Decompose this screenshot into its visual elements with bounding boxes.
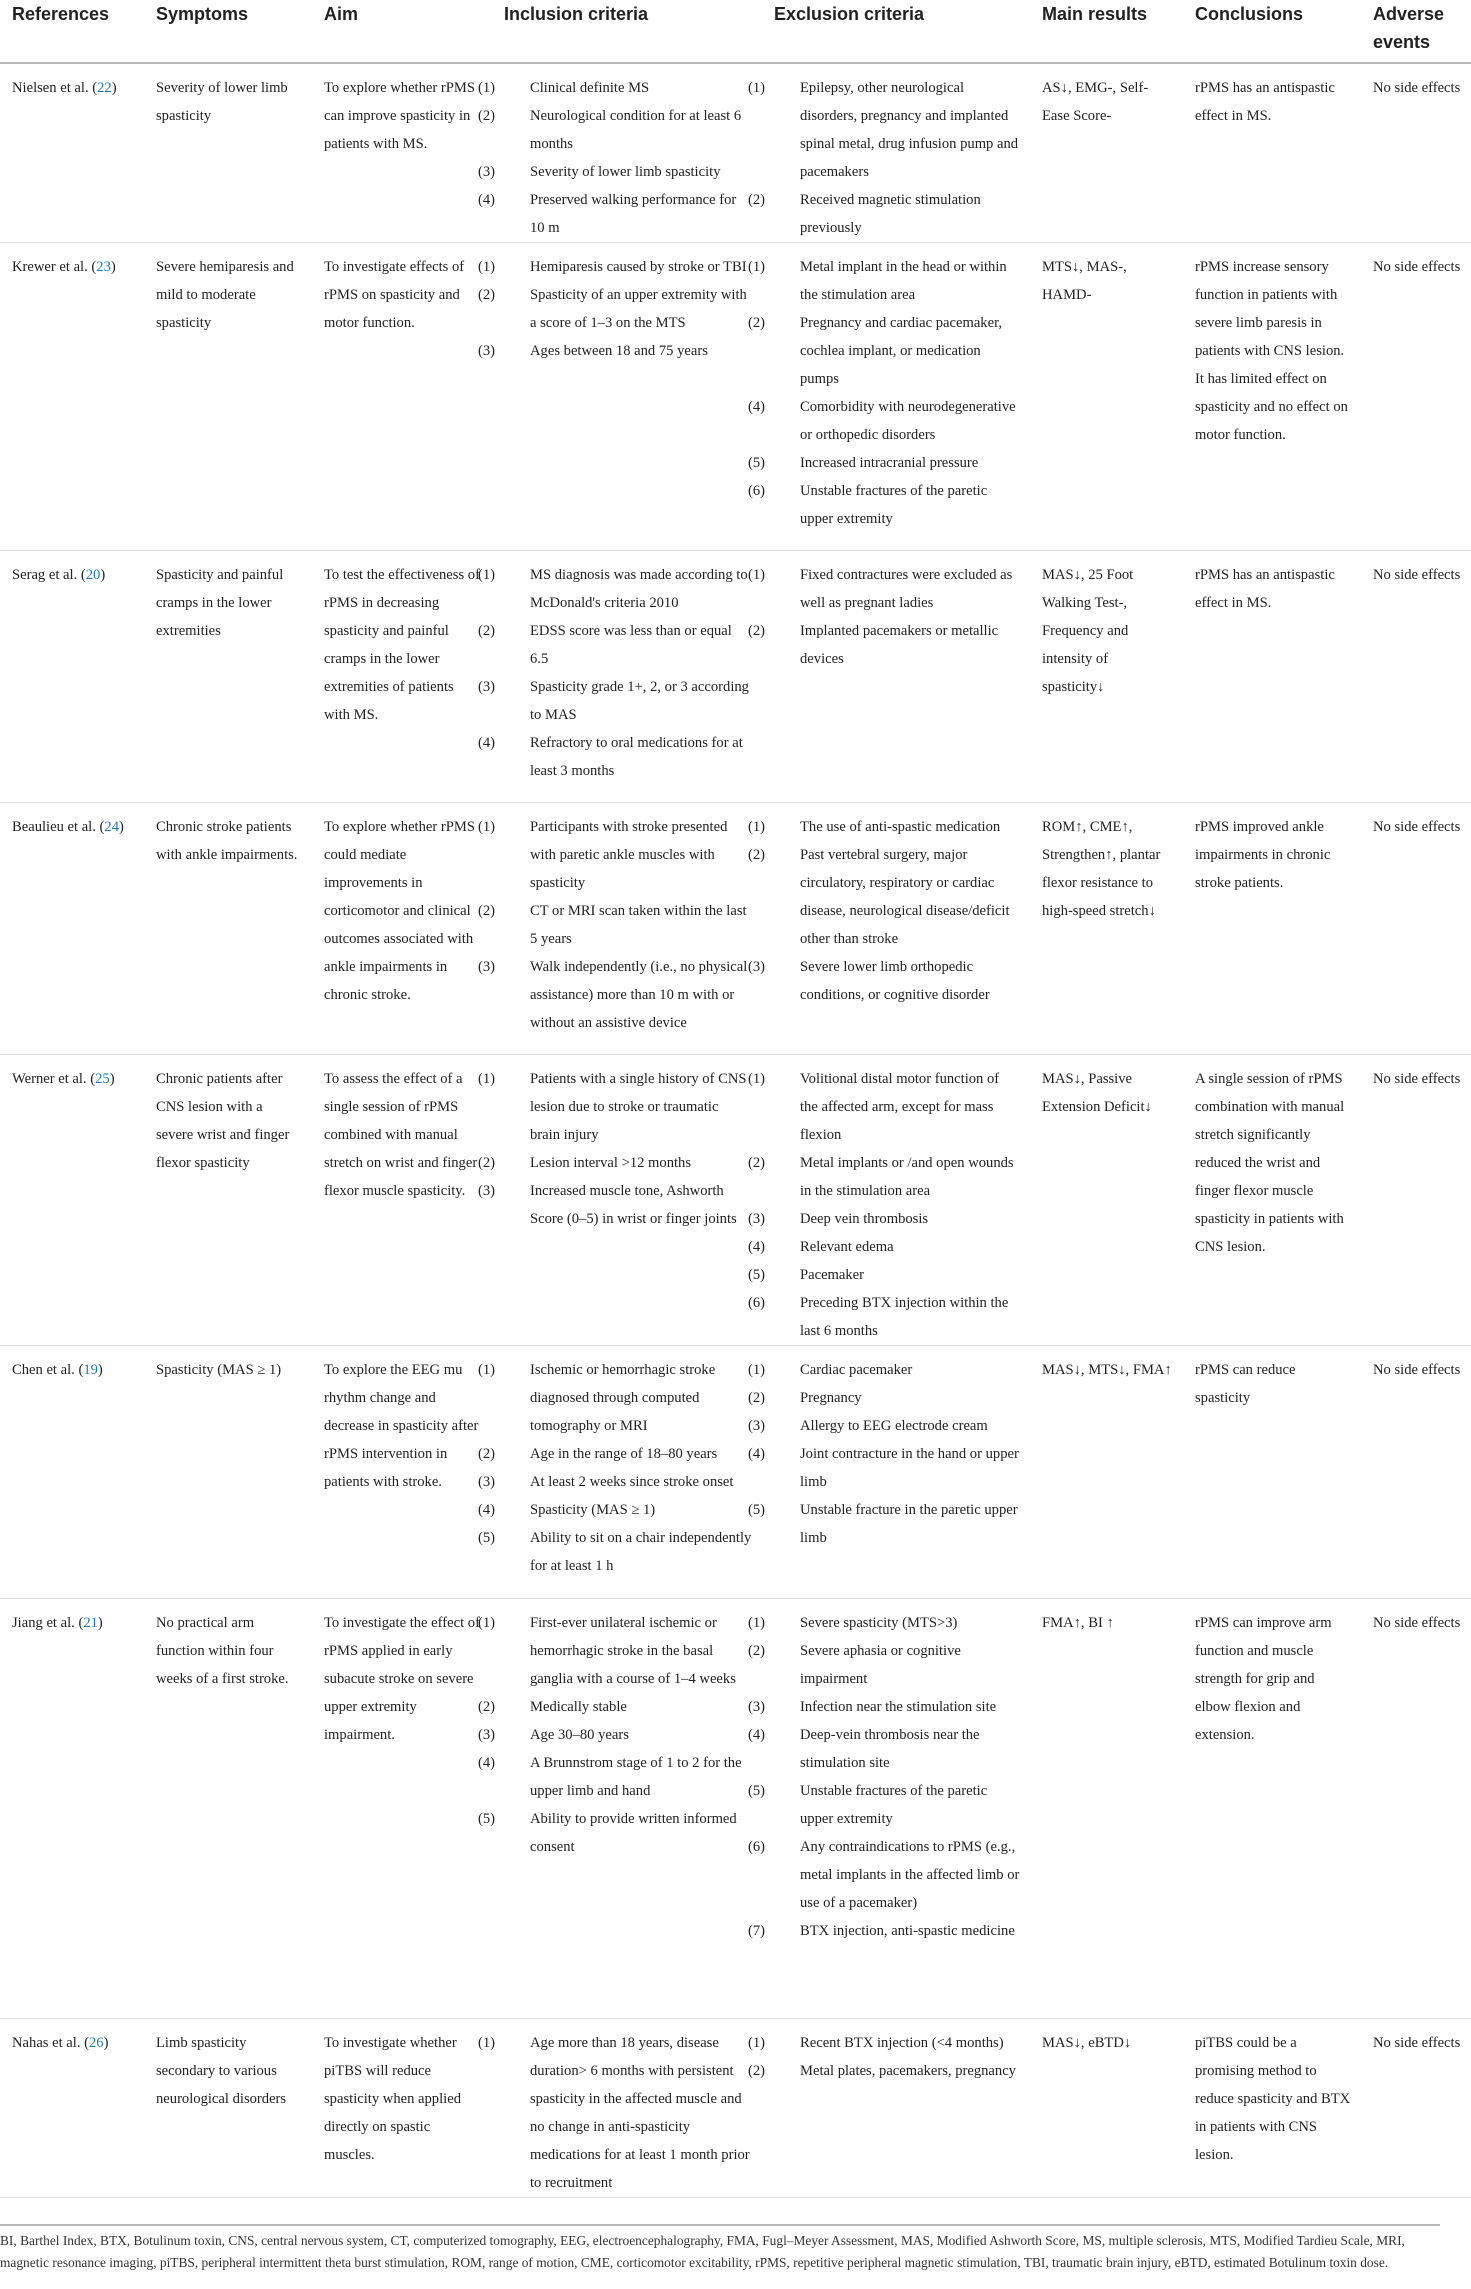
criteria-text: BTX injection, anti-spastic medicine — [800, 1923, 1015, 1939]
citation-link[interactable]: 26 — [89, 2035, 104, 2051]
aim-cell: To explore whether rPMS can improve spasticity in patients with MS. — [324, 80, 475, 152]
criteria-number: (1) — [748, 2035, 766, 2051]
inclusion-cell — [478, 243, 762, 551]
criteria-number: (1) — [748, 567, 766, 583]
aim-cell: To investigate whether piTBS will reduce spasticity when applied directly on spastic muscles. — [324, 2035, 461, 2163]
adverse-events-cell: No side effects — [1373, 1615, 1461, 1631]
reference-cell — [0, 1599, 144, 2019]
criteria-text: MS diagnosis was made according to McDonald's criteria 2010 — [530, 567, 748, 611]
table-footnote: BI, Barthel Index, BTX, Botulinum toxin, CNS, central nervous system, CT, computerized tomography, EEG, electroencephalography, FMA, Fugl–Meyer Assessment, MAS, Modified Ashworth Score, MS, multiple sclerosis, MTS, Modified Tardieu Scale, MRI, magnetic resonance imaging, piTBS, peripheral intermittent theta burst stimulation, ROM, range of motion, CME, corticomotor excitability, rPMS, repetitive peripheral magnetic stimulation, TBI, traumatic brain injury, eBTD, estimated Botulinum toxin dose. — [0, 2224, 1440, 2274]
criteria-item — [748, 1205, 1020, 1233]
criteria-text: First-ever unilateral ischemic or hemorrhagic stroke in the basal ganglia with a course of 1–4 weeks — [530, 1615, 736, 1687]
reference-close: ) — [97, 1615, 103, 1631]
criteria-text: Preserved walking performance for 10 m — [530, 192, 737, 236]
criteria-text: Ability to sit on a chair independently for at least 1 h — [530, 1530, 752, 1574]
criteria-item — [748, 186, 1020, 242]
criteria-number: (4) — [748, 1239, 766, 1255]
exclusion-cell — [748, 63, 1030, 243]
header-main-results: Main results — [1042, 4, 1148, 24]
criteria-text: EDSS score was less than or equal 6.5 — [530, 623, 732, 667]
criteria-item — [748, 1721, 1020, 1777]
symptoms-cell: Severe hemiparesis and mild to moderate spasticity — [156, 259, 294, 331]
criteria-text: Ischemic or hemorrhagic stroke diagnosed through computed tomography or MRI — [530, 1362, 716, 1434]
criteria-number: (2) — [748, 1155, 766, 1171]
criteria-text: Any contraindications to rPMS (e.g., metal implants in the affected limb or use of a pacemaker) — [800, 1839, 1020, 1911]
main-results-cell: MTS↓, MAS-, HAMD- — [1042, 259, 1127, 303]
criteria-text: Spasticity (MAS ≥ 1) — [530, 1502, 656, 1518]
criteria-number: (1) — [478, 80, 496, 96]
criteria-item — [748, 1833, 1020, 1917]
reference-close: ) — [111, 80, 117, 96]
criteria-number: (2) — [748, 623, 766, 639]
criteria-number: (7) — [748, 1923, 766, 1939]
criteria-item — [748, 813, 1020, 841]
criteria-item — [478, 729, 752, 785]
exclusion-cell — [748, 243, 1030, 551]
criteria-item — [478, 102, 752, 158]
symptoms-cell: No practical arm function within four weeks of a first stroke. — [156, 1615, 289, 1687]
reference-author: Beaulieu et al. ( — [12, 819, 105, 835]
header-references: References — [12, 4, 110, 24]
criteria-number: (2) — [478, 1446, 496, 1462]
criteria-number: (6) — [748, 1839, 766, 1855]
criteria-item — [748, 1384, 1020, 1412]
main-results-cell: MAS↓, 25 Foot Walking Test-, Frequency and intensity of spasticity↓ — [1042, 567, 1134, 695]
criteria-text: Medically stable — [530, 1699, 627, 1715]
criteria-item — [478, 1496, 752, 1524]
criteria-item — [748, 841, 1020, 953]
criteria-item — [478, 1356, 752, 1440]
main-results-cell: MAS↓, MTS↓, FMA↑ — [1042, 1362, 1172, 1378]
criteria-number: (3) — [478, 1183, 496, 1199]
table-row — [0, 1055, 1471, 1346]
symptoms-cell: Chronic stroke patients with ankle impairments. — [156, 819, 298, 863]
criteria-item — [748, 1637, 1020, 1693]
criteria-item — [478, 186, 752, 242]
criteria-number: (2) — [478, 903, 496, 919]
criteria-text: Age in the range of 18–80 years — [530, 1446, 718, 1462]
criteria-number: (6) — [748, 483, 766, 499]
criteria-text: Lesion interval >12 months — [530, 1155, 692, 1171]
criteria-item — [478, 1609, 752, 1693]
aim-cell: To explore the EEG mu rhythm change and decrease in spasticity after rPMS intervention in patients with stroke. — [324, 1362, 479, 1490]
adverse-events-cell: No side effects — [1373, 259, 1461, 275]
aim-cell: To investigate effects of rPMS on spasticity and motor function. — [324, 259, 465, 331]
reference-cell — [0, 63, 144, 243]
table-row — [0, 63, 1471, 243]
criteria-text: Pregnancy and cardiac pacemaker, cochlea implant, or medication pumps — [800, 315, 1002, 387]
criteria-item — [478, 953, 752, 1037]
criteria-item — [748, 1356, 1020, 1384]
reference-author: Werner et al. ( — [12, 1071, 96, 1087]
reference-author: Serag et al. ( — [12, 567, 86, 583]
reference-close: ) — [110, 259, 116, 275]
reference-cell — [0, 2019, 144, 2198]
exclusion-cell — [748, 2019, 1030, 2198]
reference-cell — [0, 1055, 144, 1346]
criteria-item — [478, 1468, 752, 1496]
reference-close: ) — [100, 567, 106, 583]
criteria-item — [748, 1693, 1020, 1721]
exclusion-cell — [748, 1055, 1030, 1346]
criteria-item — [478, 158, 752, 186]
criteria-number: (2) — [478, 1155, 496, 1171]
table-row — [0, 1599, 1471, 2019]
criteria-number: (3) — [478, 959, 496, 975]
criteria-text: Epilepsy, other neurological disorders, pregnancy and implanted spinal metal, drug infusion pump and pacemakers — [800, 80, 1019, 180]
criteria-item — [478, 1149, 752, 1177]
criteria-text: CT or MRI scan taken within the last 5 years — [530, 903, 747, 947]
criteria-text: Spasticity of an upper extremity with a score of 1–3 on the MTS — [530, 287, 747, 331]
criteria-number: (1) — [478, 1615, 496, 1631]
table-body — [0, 63, 1471, 2198]
criteria-number: (5) — [748, 1502, 766, 1518]
inclusion-cell — [478, 2019, 762, 2198]
criteria-item — [748, 477, 1020, 533]
criteria-number: (1) — [748, 1615, 766, 1631]
criteria-number: (2) — [748, 192, 766, 208]
symptoms-cell: Chronic patients after CNS lesion with a severe wrist and finger flexor spasticity — [156, 1071, 290, 1171]
criteria-item — [748, 1609, 1020, 1637]
symptoms-cell: Severity of lower limb spasticity — [156, 80, 288, 124]
criteria-text: Implanted pacemakers or metallic devices — [800, 623, 999, 667]
criteria-text: Age 30–80 years — [530, 1727, 629, 1743]
criteria-number: (5) — [748, 1783, 766, 1799]
criteria-text: Increased intracranial pressure — [800, 455, 979, 471]
criteria-item — [748, 1917, 1020, 1945]
aim-cell: To investigate the effect of rPMS applied in early subacute stroke on severe upper extremity impairment. — [324, 1615, 480, 1743]
criteria-number: (2) — [478, 1699, 496, 1715]
criteria-text: Volitional distal motor function of the affected arm, except for mass flexion — [800, 1071, 1000, 1143]
criteria-number: (4) — [478, 735, 496, 751]
main-results-cell: FMA↑, BI ↑ — [1042, 1615, 1114, 1631]
criteria-item — [478, 1693, 752, 1721]
table-row — [0, 1346, 1471, 1599]
inclusion-cell — [478, 803, 762, 1055]
criteria-number: (2) — [478, 287, 496, 303]
criteria-number: (3) — [478, 679, 496, 695]
criteria-item — [748, 1149, 1020, 1205]
criteria-item — [748, 1496, 1020, 1552]
exclusion-cell — [748, 1346, 1030, 1599]
criteria-number: (3) — [748, 959, 766, 975]
criteria-item — [478, 897, 752, 953]
criteria-text: Preceding BTX injection within the last 6 months — [800, 1295, 1009, 1339]
reference-cell — [0, 803, 144, 1055]
main-results-cell: AS↓, EMG-, Self-Ease Score- — [1042, 80, 1149, 124]
aim-cell: To explore whether rPMS could mediate improvements in corticomotor and clinical outcomes associated with ankle impairments in chronic stroke. — [324, 819, 475, 1003]
criteria-number: (3) — [748, 1699, 766, 1715]
criteria-text: Recent BTX injection (<4 months) — [800, 2035, 1004, 2051]
criteria-text: Pregnancy — [800, 1390, 862, 1406]
criteria-text: Metal plates, pacemakers, pregnancy — [800, 2063, 1016, 2079]
conclusions-cell: A single session of rPMS combination with manual stretch significantly reduced the wrist and finger flexor muscle spasticity in patients with CNS lesion. — [1195, 1071, 1345, 1255]
main-results-cell: ROM↑, CME↑, Strengthen↑, plantar flexor resistance to high-speed stretch↓ — [1042, 819, 1161, 919]
reference-author: Nielsen et al. ( — [12, 80, 98, 96]
criteria-item — [478, 1177, 752, 1233]
reference-cell — [0, 551, 144, 803]
criteria-number: (6) — [748, 1295, 766, 1311]
criteria-item — [478, 74, 752, 102]
criteria-text: Age more than 18 years, disease duration> 6 months with persistent spasticity in the affected muscle and no change in anti-spasticity medications for at least 1 month prior to recruitment — [530, 2035, 750, 2191]
aim-cell: To test the effectiveness of rPMS in decreasing spasticity and painful cramps in the lower extremities of patients with MS. — [324, 567, 480, 723]
reference-close: ) — [109, 1071, 115, 1087]
criteria-text: Metal implants or /and open wounds in the stimulation area — [800, 1155, 1014, 1199]
criteria-item — [478, 281, 752, 337]
criteria-number: (3) — [748, 1418, 766, 1434]
adverse-events-cell: No side effects — [1373, 1071, 1461, 1087]
exclusion-cell — [748, 1599, 1030, 2019]
criteria-text: Refractory to oral medications for at least 3 months — [530, 735, 743, 779]
citation-link[interactable]: 23 — [96, 259, 111, 275]
criteria-number: (1) — [478, 259, 496, 275]
criteria-number: (4) — [748, 1446, 766, 1462]
criteria-number: (1) — [478, 819, 496, 835]
reference-author: Chen et al. ( — [12, 1362, 84, 1378]
inclusion-cell — [478, 1599, 762, 2019]
adverse-events-cell: No side effects — [1373, 2035, 1461, 2051]
criteria-item — [748, 1777, 1020, 1833]
criteria-item — [748, 1289, 1020, 1345]
criteria-text: Comorbidity with neurodegenerative or orthopedic disorders — [800, 399, 1016, 443]
criteria-item — [748, 2029, 1020, 2057]
header-conclusions: Conclusions — [1195, 4, 1304, 24]
criteria-text: Metal implant in the head or within the stimulation area — [800, 259, 1007, 303]
criteria-text: Relevant edema — [800, 1239, 894, 1255]
criteria-text: Unstable fractures of the paretic upper extremity — [800, 483, 988, 527]
criteria-number: (1) — [478, 1071, 496, 1087]
criteria-item — [478, 1721, 752, 1749]
criteria-number: (3) — [478, 1474, 496, 1490]
criteria-text: Neurological condition for at least 6 months — [530, 108, 742, 152]
criteria-text: Patients with a single history of CNS lesion due to stroke or traumatic brain injury — [530, 1071, 747, 1143]
adverse-events-cell: No side effects — [1373, 567, 1461, 583]
criteria-text: Infection near the stimulation site — [800, 1699, 997, 1715]
criteria-text: Severe spasticity (MTS>3) — [800, 1615, 958, 1631]
criteria-text: A Brunnstrom stage of 1 to 2 for the upper limb and hand — [530, 1755, 742, 1799]
conclusions-cell: piTBS could be a promising method to reduce spasticity and BTX in patients with CNS lesion. — [1195, 2035, 1351, 2163]
main-results-cell: MAS↓, Passive Extension Deficit↓ — [1042, 1071, 1152, 1115]
reference-cell — [0, 243, 144, 551]
adverse-events-cell: No side effects — [1373, 1362, 1461, 1378]
criteria-number: (5) — [748, 1267, 766, 1283]
adverse-events-cell: No side effects — [1373, 80, 1461, 96]
symptoms-cell: Spasticity and painful cramps in the lower extremities — [156, 567, 284, 639]
criteria-text: Ages between 18 and 75 years — [530, 343, 708, 359]
criteria-number: (2) — [748, 847, 766, 863]
inclusion-cell — [478, 63, 762, 243]
criteria-number: (5) — [478, 1530, 496, 1546]
criteria-text: Participants with stroke presented with paretic ankle muscles with spasticity — [530, 819, 728, 891]
criteria-number: (1) — [478, 567, 496, 583]
reference-author: Jiang et al. ( — [12, 1615, 84, 1631]
criteria-item — [478, 617, 752, 673]
criteria-number: (5) — [478, 1811, 496, 1827]
criteria-item — [478, 253, 752, 281]
symptoms-cell: Spasticity (MAS ≥ 1) — [156, 1362, 282, 1378]
exclusion-cell — [748, 551, 1030, 803]
conclusions-cell: rPMS has an antispastic effect in MS. — [1195, 567, 1335, 611]
criteria-number: (1) — [748, 1071, 766, 1087]
inclusion-cell — [478, 1346, 762, 1599]
citation-link[interactable]: 24 — [104, 819, 119, 835]
criteria-item — [478, 1805, 752, 1861]
criteria-number: (2) — [478, 108, 496, 124]
table-row — [0, 2019, 1471, 2198]
criteria-item — [748, 2057, 1020, 2085]
criteria-text: The use of anti-spastic medication — [800, 819, 1001, 835]
criteria-number: (2) — [748, 1390, 766, 1406]
criteria-item — [478, 1440, 752, 1468]
table-header-row — [0, 0, 1471, 63]
criteria-text: Pacemaker — [800, 1267, 865, 1283]
criteria-number: (1) — [748, 819, 766, 835]
criteria-text: Deep vein thrombosis — [800, 1211, 929, 1227]
header-inclusion: Inclusion criteria — [504, 4, 649, 24]
criteria-number: (1) — [478, 1362, 496, 1378]
header-symptoms: Symptoms — [156, 4, 249, 24]
criteria-text: Spasticity grade 1+, 2, or 3 according to MAS — [530, 679, 749, 723]
reference-close: ) — [118, 819, 124, 835]
table-row — [0, 243, 1471, 551]
criteria-item — [748, 1440, 1020, 1496]
criteria-item — [748, 1065, 1020, 1149]
header-aim: Aim — [324, 4, 359, 24]
criteria-text: Cardiac pacemaker — [800, 1362, 913, 1378]
table-row — [0, 803, 1471, 1055]
criteria-text: At least 2 weeks since stroke onset — [530, 1474, 734, 1490]
reference-author: Krewer et al. ( — [12, 259, 97, 275]
citation-link[interactable]: 21 — [83, 1615, 98, 1631]
reference-close: ) — [97, 1362, 103, 1378]
criteria-item — [748, 309, 1020, 393]
criteria-item — [478, 561, 752, 617]
criteria-text: Clinical definite MS — [530, 80, 650, 96]
criteria-number: (5) — [748, 455, 766, 471]
criteria-item — [748, 74, 1020, 186]
conclusions-cell: rPMS improved ankle impairments in chronic stroke patients. — [1195, 819, 1331, 891]
citation-link[interactable]: 20 — [85, 567, 101, 583]
criteria-number: (3) — [478, 343, 496, 359]
criteria-text: Received magnetic stimulation previously — [800, 192, 981, 236]
citation-link[interactable]: 22 — [97, 80, 112, 96]
criteria-item — [478, 673, 752, 729]
criteria-item — [748, 1261, 1020, 1289]
criteria-text: Fixed contractures were excluded as well as pregnant ladies — [800, 567, 1013, 611]
criteria-item — [478, 337, 752, 365]
table-row — [0, 551, 1471, 803]
criteria-item — [748, 393, 1020, 449]
aim-cell: To assess the effect of a single session of rPMS combined with manual stretch on wrist and finger flexor muscle spasticity. — [324, 1071, 478, 1199]
header-adverse-events: Adverse events — [1373, 4, 1445, 52]
criteria-text: Unstable fractures of the paretic upper extremity — [800, 1783, 988, 1827]
criteria-number: (2) — [748, 315, 766, 331]
criteria-number: (4) — [478, 1755, 496, 1771]
symptoms-cell: Limb spasticity secondary to various neurological disorders — [156, 2035, 287, 2107]
conclusions-cell: rPMS can improve arm function and muscle strength for grip and elbow flexion and extension. — [1195, 1615, 1332, 1743]
criteria-number: (1) — [748, 80, 766, 96]
inclusion-cell — [478, 1055, 762, 1346]
criteria-number: (3) — [478, 164, 496, 180]
criteria-number: (2) — [748, 2063, 766, 2079]
criteria-text: Past vertebral surgery, major circulatory, respiratory or cardiac disease, neurological disease/deficit other than stroke — [800, 847, 1010, 947]
main-results-cell: MAS↓, eBTD↓ — [1042, 2035, 1132, 2051]
criteria-text: Allergy to EEG electrode cream — [800, 1418, 988, 1434]
criteria-item — [748, 1412, 1020, 1440]
criteria-text: Increased muscle tone, Ashworth Score (0–5) in wrist or finger joints — [530, 1183, 737, 1227]
citation-link[interactable]: 19 — [83, 1362, 98, 1378]
criteria-text: Severe aphasia or cognitive impairment — [800, 1643, 961, 1687]
reference-cell — [0, 1346, 144, 1599]
criteria-item — [748, 561, 1020, 617]
exclusion-cell — [748, 803, 1030, 1055]
criteria-number: (1) — [748, 1362, 766, 1378]
citation-link[interactable]: 25 — [95, 1071, 110, 1087]
criteria-text: Severity of lower limb spasticity — [530, 164, 721, 180]
conclusions-cell: rPMS increase sensory function in patients with severe limb paresis in patients with CNS lesion. It has limited effect on spasticity and no effect on motor function. — [1195, 259, 1348, 443]
adverse-events-cell: No side effects — [1373, 819, 1461, 835]
criteria-text: Hemiparesis caused by stroke or TBI — [530, 259, 747, 275]
reference-close: ) — [103, 2035, 109, 2051]
criteria-number: (2) — [748, 1643, 766, 1659]
criteria-item — [478, 1065, 752, 1149]
conclusions-cell: rPMS can reduce spasticity — [1195, 1362, 1296, 1406]
criteria-text: Unstable fracture in the paretic upper limb — [800, 1502, 1018, 1546]
criteria-number: (2) — [478, 623, 496, 639]
criteria-item — [748, 617, 1020, 673]
criteria-text: Joint contracture in the hand or upper limb — [800, 1446, 1019, 1490]
criteria-number: (1) — [478, 2035, 496, 2051]
conclusions-cell: rPMS has an antispastic effect in MS. — [1195, 80, 1335, 124]
criteria-text: Severe lower limb orthopedic conditions, or cognitive disorder — [800, 959, 990, 1003]
criteria-number: (1) — [748, 259, 766, 275]
inclusion-cell — [478, 551, 762, 803]
criteria-text: Walk independently (i.e., no physical assistance) more than 10 m with or without an assistive device — [530, 959, 748, 1031]
criteria-item — [748, 253, 1020, 309]
criteria-number: (4) — [748, 399, 766, 415]
criteria-number: (3) — [478, 1727, 496, 1743]
criteria-number: (3) — [748, 1211, 766, 1227]
criteria-item — [748, 1233, 1020, 1261]
criteria-text: Ability to provide written informed consent — [530, 1811, 737, 1855]
criteria-item — [748, 953, 1020, 1009]
criteria-number: (4) — [478, 1502, 496, 1518]
criteria-number: (4) — [748, 1727, 766, 1743]
criteria-item — [478, 813, 752, 897]
criteria-item — [478, 1749, 752, 1805]
criteria-item — [478, 2029, 752, 2197]
reference-author: Nahas et al. ( — [12, 2035, 89, 2051]
criteria-item — [478, 1524, 752, 1580]
criteria-item — [748, 449, 1020, 477]
criteria-number: (4) — [478, 192, 496, 208]
criteria-text: Deep-vein thrombosis near the stimulation site — [800, 1727, 980, 1771]
header-exclusion: Exclusion criteria — [774, 4, 925, 24]
